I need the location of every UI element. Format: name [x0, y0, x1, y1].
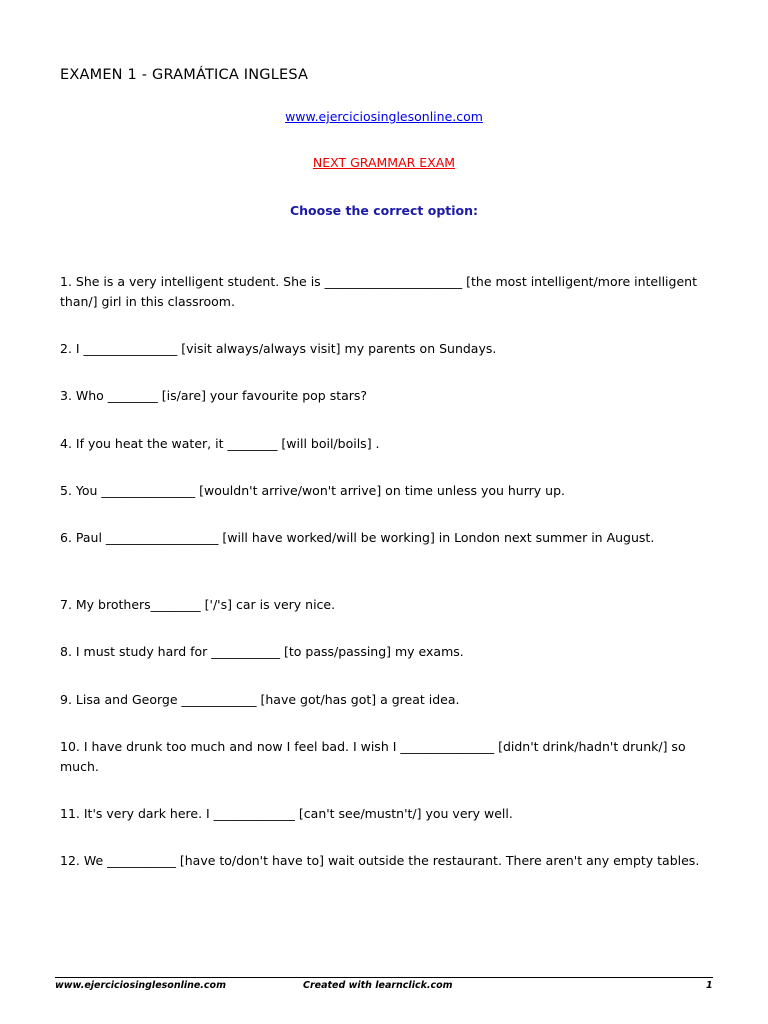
question-7: 7. My brothers________ ['/'s] car is very nice. — [60, 597, 336, 612]
question-6: 6. Paul __________________ [will have worked/will be working] in London next summer in August. — [60, 530, 655, 545]
question-10: 10. I have drunk too much and now I feel bad. I wish I _______________ [didn't drink/hadn't drunk/] so much. — [60, 739, 686, 774]
question-11: 11. It's very dark here. I _____________ [can't see/mustn't/] you very well. — [60, 806, 513, 821]
site-link[interactable]: www.ejerciciosinglesonline.com — [285, 109, 483, 124]
footer-page-number: 1 — [706, 980, 713, 991]
page-title: EXAMEN 1 - GRAMÁTICA INGLESA — [60, 67, 309, 83]
question-12: 12. We ___________ [have to/don't have to] wait outside the restaurant. There aren't any empty tables. — [60, 853, 700, 868]
footer-site: www.ejerciciosinglesonline.com — [55, 980, 226, 991]
question-3: 3. Who ________ [is/are] your favourite pop stars? — [60, 388, 368, 403]
question-9: 9. Lisa and George ____________ [have got/has got] a great idea. — [60, 692, 460, 707]
question-5: 5. You _______________ [wouldn't arrive/won't arrive] on time unless you hurry up. — [60, 483, 565, 498]
question-1: 1. She is a very intelligent student. She is ______________________ [the most intelligent/more intelligent than/] girl in this classroom. — [60, 274, 697, 309]
question-4: 4. If you heat the water, it ________ [will boil/boils] . — [60, 436, 380, 451]
instruction-text: Choose the correct option: — [289, 203, 479, 218]
question-8: 8. I must study hard for ___________ [to pass/passing] my exams. — [60, 644, 464, 659]
footer-created-with: Created with learnclick.com — [303, 980, 453, 991]
question-2: 2. I _______________ [visit always/always visit] my parents on Sundays. — [60, 341, 497, 356]
next-exam-link[interactable]: NEXT GRAMMAR EXAM — [312, 155, 456, 170]
footer-divider — [55, 977, 713, 978]
